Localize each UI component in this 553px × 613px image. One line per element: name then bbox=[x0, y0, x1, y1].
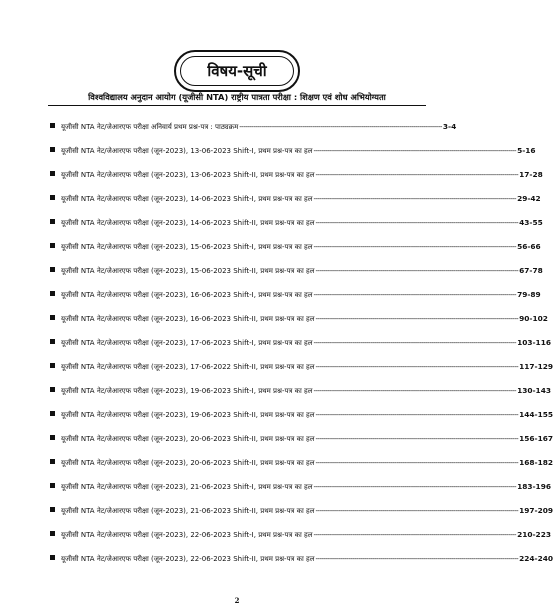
square-bullet-icon bbox=[50, 555, 55, 560]
toc-entry-title: यूजीसी NTA नेट/जेआरएफ परीक्षा (जून-2023), 15-06-2023 Shift-II, प्रथम प्रश्न-पत्र का हल bbox=[61, 267, 315, 275]
toc-entry[interactable] bbox=[50, 386, 551, 410]
toc-entry-title: यूजीसी NTA नेट/जेआरएफ परीक्षा (जून-2023), 21-06-2023 Shift-I, प्रथम प्रश्न-पत्र का हल bbox=[61, 483, 313, 491]
toc-entry-pages: 56-66 bbox=[517, 242, 541, 251]
toc-entry[interactable] bbox=[50, 242, 541, 266]
toc-entry-title: यूजीसी NTA नेट/जेआरएफ परीक्षा (जून-2023), 16-06-2023 Shift-II, प्रथम प्रश्न-पत्र का हल bbox=[61, 315, 315, 323]
toc-leader: ---------------------------------------------------------------------------------------------------- bbox=[313, 531, 517, 539]
toc-entry-pages: 17-28 bbox=[519, 170, 543, 179]
square-bullet-icon bbox=[50, 387, 55, 392]
square-bullet-icon bbox=[50, 411, 55, 416]
toc-entry-title: यूजीसी NTA नेट/जेआरएफ परीक्षा (जून-2023), 17-06-2023 Shift-I, प्रथम प्रश्न-पत्र का हल bbox=[61, 339, 313, 347]
square-bullet-icon bbox=[50, 243, 55, 248]
toc-entry[interactable] bbox=[50, 146, 536, 170]
square-bullet-icon bbox=[50, 171, 55, 176]
toc-entry-title: यूजीसी NTA नेट/जेआरएफ परीक्षा (जून-2023), 22-06-2023 Shift-II, प्रथम प्रश्न-पत्र का हल bbox=[61, 555, 315, 563]
square-bullet-icon bbox=[50, 459, 55, 464]
toc-entry-title: यूजीसी NTA नेट/जेआरएफ परीक्षा (जून-2023), 22-06-2023 Shift-I, प्रथम प्रश्न-पत्र का हल bbox=[61, 531, 313, 539]
toc-leader: ---------------------------------------------------------------------------------------------------- bbox=[313, 195, 517, 203]
toc-leader: ---------------------------------------------------------------------------------------------------- bbox=[315, 555, 519, 563]
toc-leader: ---------------------------------------------------------------------------------------------------- bbox=[313, 243, 517, 251]
toc-entry[interactable] bbox=[50, 194, 541, 218]
toc-entry[interactable] bbox=[50, 362, 553, 386]
toc-leader: ---------------------------------------------------------------------------------------------------- bbox=[313, 147, 517, 155]
toc-leader: ---------------------------------------------------------------------------------------------------- bbox=[315, 219, 519, 227]
square-bullet-icon bbox=[50, 291, 55, 296]
toc-entry-title: यूजीसी NTA नेट/जेआरएफ परीक्षा (जून-2023), 14-06-2023 Shift-II, प्रथम प्रश्न-पत्र का हल bbox=[61, 219, 315, 227]
square-bullet-icon bbox=[50, 195, 55, 200]
toc-entry-pages: 197-209 bbox=[519, 506, 553, 515]
toc-entry-title: यूजीसी NTA नेट/जेआरएफ परीक्षा (जून-2023), 21-06-2023 Shift-II, प्रथम प्रश्न-पत्र का हल bbox=[61, 507, 315, 515]
toc-entry-title: यूजीसी NTA नेट/जेआरएफ परीक्षा (जून-2023), 17-06-2022 Shift-II, प्रथम प्रश्न-पत्र का हल bbox=[61, 363, 315, 371]
toc-entry[interactable] bbox=[50, 554, 553, 578]
toc-entry-title: यूजीसी NTA नेट/जेआरएफ परीक्षा (जून-2023), 19-06-2023 Shift-II, प्रथम प्रश्न-पत्र का हल bbox=[61, 411, 315, 419]
toc-entry[interactable] bbox=[50, 338, 551, 362]
toc-leader: ---------------------------------------------------------------------------------------------------- bbox=[315, 435, 519, 443]
square-bullet-icon bbox=[50, 147, 55, 152]
toc-entry-title: यूजीसी NTA नेट/जेआरएफ परीक्षा (जून-2023), 20-06-2023 Shift-II, प्रथम प्रश्न-पत्र का हल bbox=[61, 435, 315, 443]
toc-entry[interactable] bbox=[50, 122, 457, 146]
toc-leader: ---------------------------------------------------------------------------------------------------- bbox=[315, 459, 519, 467]
toc-entry-pages: 156-167 bbox=[519, 434, 553, 443]
toc-entry[interactable] bbox=[50, 266, 543, 290]
toc-leader: ---------------------------------------------------------------------------------------------------- bbox=[239, 123, 442, 131]
square-bullet-icon bbox=[50, 267, 55, 272]
toc-entry[interactable] bbox=[50, 218, 543, 242]
toc-entry-pages: 103-116 bbox=[517, 338, 551, 347]
toc-entry-title: यूजीसी NTA नेट/जेआरएफ परीक्षा (जून-2023), 19-06-2023 Shift-I, प्रथम प्रश्न-पत्र का हल bbox=[61, 387, 313, 395]
toc-leader: ---------------------------------------------------------------------------------------------------- bbox=[315, 363, 519, 371]
table-of-contents bbox=[50, 122, 553, 578]
toc-entry-pages: 130-143 bbox=[517, 386, 551, 395]
square-bullet-icon bbox=[50, 315, 55, 320]
toc-entry-title: यूजीसी NTA नेट/जेआरएफ परीक्षा (जून-2023), 16-06-2023 Shift-I, प्रथम प्रश्न-पत्र का हल bbox=[61, 291, 313, 299]
toc-entry-pages: 79-89 bbox=[517, 290, 541, 299]
square-bullet-icon bbox=[50, 123, 55, 128]
toc-entry-pages: 224-240 bbox=[519, 554, 553, 563]
page-title: विषय-सूची bbox=[207, 62, 267, 80]
toc-entry-title: यूजीसी NTA नेट/जेआरएफ परीक्षा (जून-2023), 20-06-2023 Shift-II, प्रथम प्रश्न-पत्र का हल bbox=[61, 459, 315, 467]
square-bullet-icon bbox=[50, 531, 55, 536]
toc-entry-pages: 5-16 bbox=[517, 146, 536, 155]
toc-entry[interactable] bbox=[50, 434, 553, 458]
toc-entry-title: यूजीसी NTA नेट/जेआरएफ परीक्षा (जून-2023), 15-06-2023 Shift-I, प्रथम प्रश्न-पत्र का हल bbox=[61, 243, 313, 251]
toc-entry[interactable] bbox=[50, 290, 541, 314]
toc-leader: ---------------------------------------------------------------------------------------------------- bbox=[315, 171, 519, 179]
toc-entry-title: यूजीसी NTA नेट/जेआरएफ परीक्षा अनिवार्य प्रथम प्रश्न-पत्र : पाठ्यक्रम bbox=[61, 123, 239, 131]
toc-entry[interactable] bbox=[50, 506, 553, 530]
square-bullet-icon bbox=[50, 219, 55, 224]
toc-leader: ---------------------------------------------------------------------------------------------------- bbox=[315, 507, 519, 515]
toc-entry-pages: 29-42 bbox=[517, 194, 541, 203]
toc-entry-pages: 144-155 bbox=[519, 410, 553, 419]
toc-entry-pages: 183-196 bbox=[517, 482, 551, 491]
toc-entry-pages: 90-102 bbox=[519, 314, 548, 323]
square-bullet-icon bbox=[50, 339, 55, 344]
toc-leader: ---------------------------------------------------------------------------------------------------- bbox=[313, 339, 517, 347]
page-number: 2 bbox=[234, 596, 240, 605]
toc-entry[interactable] bbox=[50, 314, 548, 338]
toc-entry[interactable] bbox=[50, 410, 553, 434]
toc-entry-title: यूजीसी NTA नेट/जेआरएफ परीक्षा (जून-2023), 13-06-2023 Shift-II, प्रथम प्रश्न-पत्र का हल bbox=[61, 171, 315, 179]
toc-leader: ---------------------------------------------------------------------------------------------------- bbox=[313, 483, 517, 491]
toc-leader: ---------------------------------------------------------------------------------------------------- bbox=[313, 387, 517, 395]
page-subtitle: विश्वविद्यालय अनुदान आयोग (यूजीसी NTA) राष्ट्रीय पात्रता परीक्षा : शिक्षण एवं शोध अभियोग्यता bbox=[48, 92, 426, 106]
toc-entry[interactable] bbox=[50, 170, 543, 194]
toc-entry-title: यूजीसी NTA नेट/जेआरएफ परीक्षा (जून-2023), 13-06-2023 Shift-I, प्रथम प्रश्न-पत्र का हल bbox=[61, 147, 313, 155]
toc-leader: ---------------------------------------------------------------------------------------------------- bbox=[313, 291, 517, 299]
square-bullet-icon bbox=[50, 507, 55, 512]
toc-entry[interactable] bbox=[50, 530, 551, 554]
toc-leader: ---------------------------------------------------------------------------------------------------- bbox=[315, 411, 519, 419]
square-bullet-icon bbox=[50, 435, 55, 440]
toc-leader: ---------------------------------------------------------------------------------------------------- bbox=[315, 315, 519, 323]
toc-entry-pages: 3-4 bbox=[442, 122, 457, 131]
toc-entry-pages: 168-182 bbox=[519, 458, 553, 467]
toc-leader: ---------------------------------------------------------------------------------------------------- bbox=[315, 267, 519, 275]
toc-entry[interactable] bbox=[50, 458, 553, 482]
toc-entry[interactable] bbox=[50, 482, 551, 506]
toc-entry-pages: 43-55 bbox=[519, 218, 543, 227]
toc-entry-title: यूजीसी NTA नेट/जेआरएफ परीक्षा (जून-2023), 14-06-2023 Shift-I, प्रथम प्रश्न-पत्र का हल bbox=[61, 195, 313, 203]
title-frame-inner bbox=[180, 56, 294, 86]
title-frame bbox=[174, 50, 300, 92]
toc-entry-pages: 117-129 bbox=[519, 362, 553, 371]
square-bullet-icon bbox=[50, 483, 55, 488]
toc-entry-pages: 67-78 bbox=[519, 266, 543, 275]
square-bullet-icon bbox=[50, 363, 55, 368]
toc-entry-pages: 210-223 bbox=[517, 530, 551, 539]
